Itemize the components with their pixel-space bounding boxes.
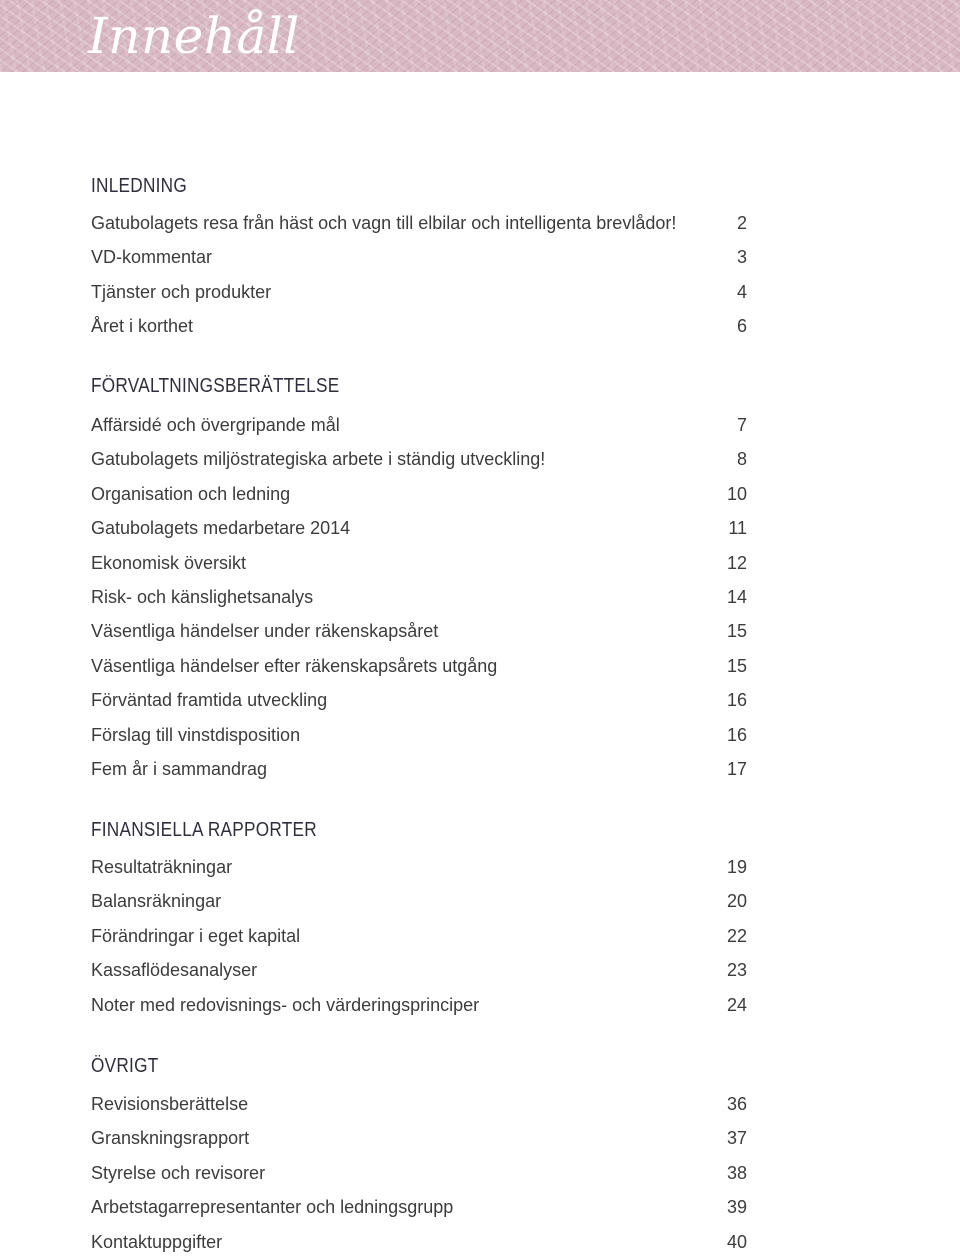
section-heading: FINANSIELLA RAPPORTER: [91, 819, 317, 841]
toc-entry[interactable]: [91, 1126, 747, 1150]
toc-entry[interactable]: [91, 889, 747, 913]
toc-entry[interactable]: [91, 757, 747, 781]
toc-entry-title: Tjänster och produkter: [91, 281, 272, 302]
toc-entry-page: 3: [736, 247, 747, 268]
toc-entry-title: Kontaktuppgifter: [91, 1231, 223, 1252]
toc-entry[interactable]: [91, 245, 747, 269]
toc-entry[interactable]: [91, 585, 747, 609]
title-banner: [0, 0, 960, 72]
toc-entry-page: 38: [726, 1162, 747, 1183]
toc-entry-page: 14: [726, 587, 747, 607]
toc-entry-title: Balansräkningar: [91, 891, 222, 912]
toc-entry-title: Styrelse och revisorer: [91, 1162, 266, 1183]
toc-entry-page: 15: [726, 621, 747, 642]
toc-entry-title: Affärsidé och övergripande mål: [91, 415, 340, 435]
toc-entry[interactable]: [91, 516, 747, 540]
toc-entry-title: Organisation och ledning: [91, 483, 291, 504]
toc-entry[interactable]: [91, 958, 747, 982]
toc-entry[interactable]: [91, 211, 747, 235]
toc-entry-page: 40: [726, 1231, 747, 1252]
toc-entry-page: 37: [726, 1128, 747, 1149]
toc-entry-title: Gatubolagets miljöstrategiska arbete i ständig utveckling!: [91, 449, 546, 470]
toc-entry-page: 10: [726, 483, 747, 504]
toc-entry-page: 7: [736, 415, 747, 435]
toc-entry-page: 24: [726, 994, 747, 1015]
toc-entry-title: Året i korthet: [91, 316, 194, 337]
toc-entry-title: Kassaflödesanalyser: [91, 960, 258, 981]
toc-entry-page: 17: [726, 759, 747, 779]
toc-entry-title: Gatubolagets resa från häst och vagn till elbilar och intelligenta brevlådor!: [91, 213, 677, 233]
toc-entry[interactable]: [91, 654, 747, 678]
toc-entry[interactable]: [91, 280, 747, 304]
toc-entry-title: Väsentliga händelser under räkenskapsåret: [91, 621, 439, 642]
toc-entry[interactable]: [91, 688, 747, 712]
toc-entry[interactable]: [91, 551, 747, 575]
toc-entry-title: Arbetstagarrepresentanter och ledningsgrupp: [91, 1197, 454, 1218]
toc-entry-page: 11: [728, 518, 747, 539]
toc-entry-page: 23: [726, 960, 747, 981]
toc-entry-title: Noter med redovisnings- och värderingsprinciper: [91, 994, 480, 1015]
toc-entry[interactable]: [91, 723, 747, 747]
page-title: Innehåll: [88, 7, 300, 65]
toc-entry-page: 36: [726, 1094, 747, 1114]
toc-entry[interactable]: [91, 1092, 747, 1116]
toc-entry-page: 6: [736, 316, 747, 337]
toc-entry[interactable]: [91, 447, 747, 471]
toc-entry[interactable]: [91, 482, 747, 506]
toc-entry-page: 20: [726, 891, 747, 912]
section-heading: ÖVRIGT: [91, 1055, 159, 1077]
toc-entry-title: Förändringar i eget kapital: [91, 925, 301, 946]
toc-entry-title: Revisionsberättelse: [91, 1094, 249, 1114]
toc-entry[interactable]: [91, 413, 747, 437]
toc-entry-page: 39: [726, 1197, 747, 1218]
toc-entry-page: 16: [726, 724, 747, 745]
toc-entry-title: Ekonomisk översikt: [91, 552, 247, 573]
toc-entry-page: 8: [736, 449, 747, 470]
section-heading: INLEDNING: [91, 175, 187, 197]
toc-entry-page: 4: [736, 281, 747, 302]
toc-entry-title: Granskningsrapport: [91, 1128, 250, 1149]
toc-entry[interactable]: [91, 993, 747, 1017]
toc-entry-page: 2: [736, 213, 747, 233]
toc-entry-page: 22: [726, 925, 747, 946]
toc-entry-title: Förväntad framtida utveckling: [91, 690, 328, 711]
toc-entry-title: Förslag till vinstdisposition: [91, 724, 301, 745]
toc-entry-title: Resultaträkningar: [91, 857, 233, 877]
toc-entry[interactable]: [91, 1195, 747, 1219]
toc-entry-page: 12: [726, 552, 747, 573]
toc-entry-title: Gatubolagets medarbetare 2014: [91, 518, 351, 539]
toc-entry[interactable]: [91, 314, 747, 338]
toc-entry[interactable]: [91, 924, 747, 948]
toc-entry-title: Väsentliga händelser efter räkenskapsårets utgång: [91, 655, 498, 676]
toc-entry[interactable]: [91, 1230, 747, 1254]
toc-entry-page: 16: [726, 690, 747, 711]
toc-entry-title: Risk- och känslighetsanalys: [91, 587, 314, 607]
toc-entry[interactable]: [91, 1161, 747, 1185]
toc-entry[interactable]: [91, 619, 747, 643]
section-heading: FÖRVALTNINGSBERÄTTELSE: [91, 375, 340, 397]
toc-entry[interactable]: [91, 855, 747, 879]
toc-entry-page: 15: [726, 655, 747, 676]
toc-entry-title: Fem år i sammandrag: [91, 759, 268, 779]
toc-entry-title: VD-kommentar: [91, 247, 213, 268]
toc-entry-page: 19: [726, 857, 747, 877]
